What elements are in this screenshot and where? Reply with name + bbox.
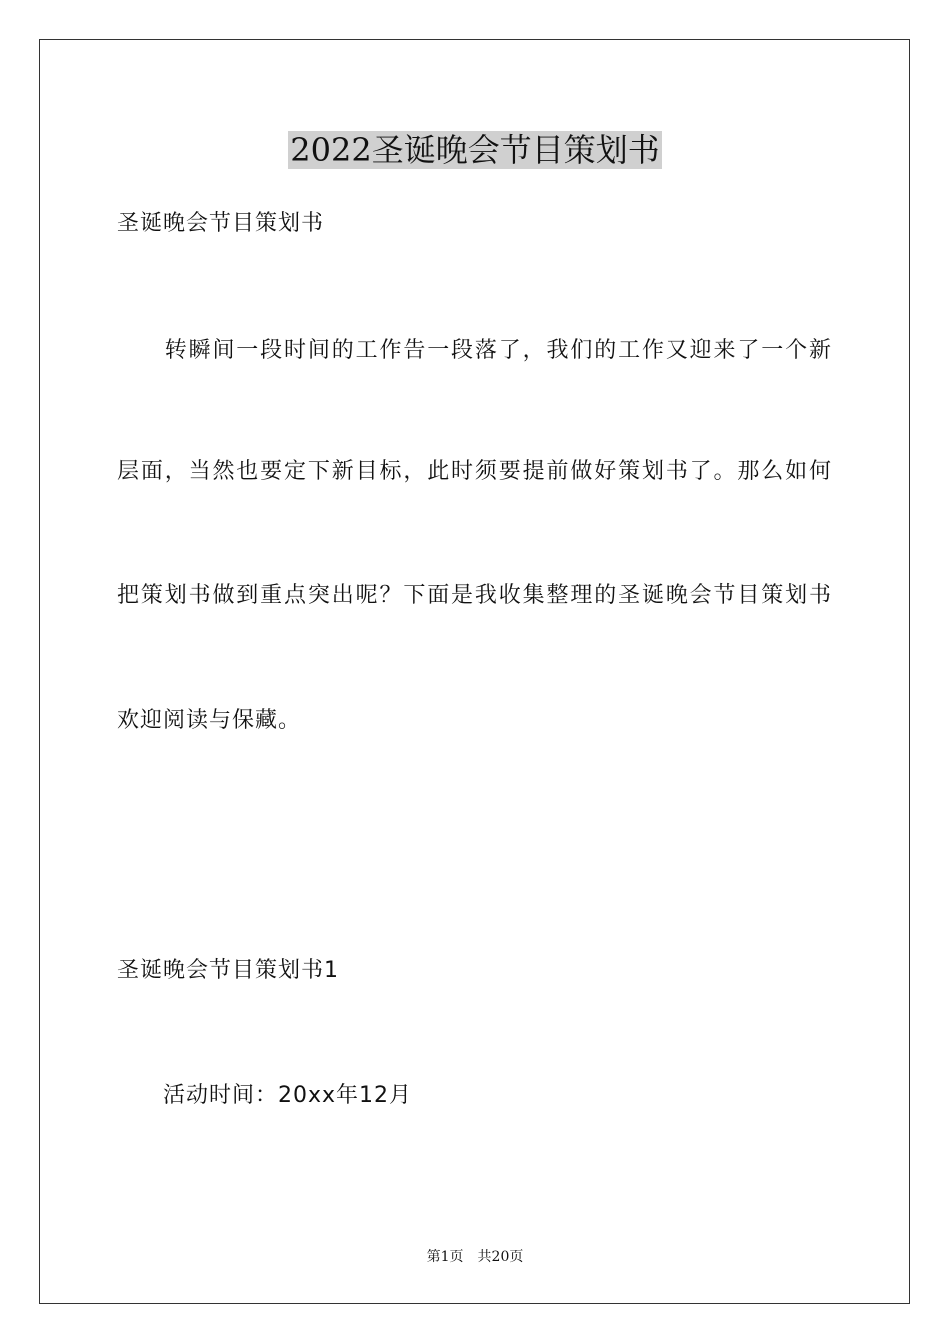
subtitle-line: 圣诞晚会节目策划书 (117, 211, 325, 236)
paragraph-line-4: 欢迎阅读与保藏。 (117, 708, 302, 733)
paragraph-line-1: 转瞬间一段时间的工作告一段落了，我们的工作又迎来了一个新 (117, 338, 832, 363)
page-footer: 第1页 共20页 (426, 1249, 524, 1265)
paragraph-line-3: 把策划书做到重点突出呢？下面是我收集整理的圣诞晚会节目策划书 (117, 583, 832, 608)
document-title-text: 2022圣诞晚会节目策划书 (290, 131, 660, 169)
document-title (0, 128, 950, 172)
section-heading: 圣诞晚会节目策划书1 (117, 958, 339, 983)
paragraph-line-2: 层面，当然也要定下新目标，此时须要提前做好策划书了。那么如何 (117, 459, 832, 484)
activity-time-line: 活动时间：20xx年12月 (117, 1083, 413, 1108)
